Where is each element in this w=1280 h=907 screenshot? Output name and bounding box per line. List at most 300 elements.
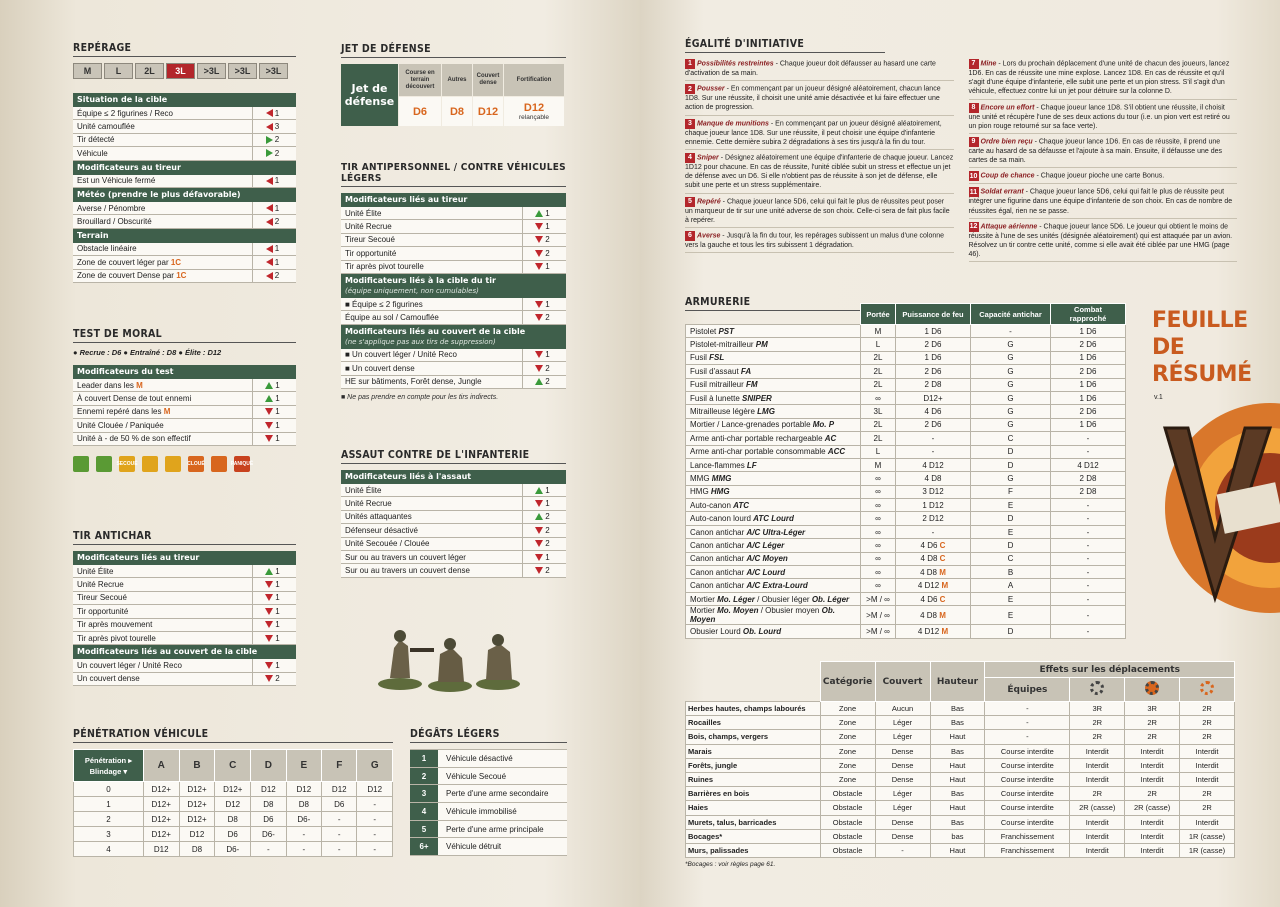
penetration-cell: D12+ — [143, 797, 179, 812]
weapon-antitank: D — [971, 512, 1051, 525]
malus-arrow-icon — [535, 554, 543, 561]
modifier-row — [341, 497, 566, 510]
group-subheader: (ne s'applique pas aux tirs de suppression) — [345, 337, 496, 346]
modifier-value — [522, 207, 562, 219]
range-marker: M — [939, 567, 946, 577]
weapon-range: M — [861, 458, 896, 471]
range-marker: 1C — [176, 271, 187, 281]
modifier-row — [73, 592, 296, 605]
weapon-melee: 1 D6 — [1051, 325, 1126, 338]
entry-number: 1 — [685, 59, 695, 69]
terrain-category: Obstacle — [820, 829, 875, 843]
modifier-row — [73, 673, 296, 686]
penetration-cell: D8 — [286, 797, 321, 812]
weapon-antitank: G — [971, 418, 1051, 431]
penetration-cell: - — [322, 842, 357, 857]
effect-wheeled: Interdit — [1070, 744, 1125, 758]
range-marker: M — [941, 626, 949, 636]
weapon-range: 3L — [861, 405, 896, 418]
bonus-arrow-icon — [535, 210, 543, 217]
degats-text: Véhicule détruit — [446, 842, 502, 852]
modifier-value — [252, 215, 292, 227]
malus-arrow-icon — [265, 621, 273, 628]
weapon-melee: - — [1051, 625, 1126, 638]
entry-number: 4 — [685, 153, 695, 163]
modifier-row — [73, 202, 296, 215]
degats-number: 1 — [410, 750, 438, 767]
modifier-number: 1 — [545, 262, 550, 272]
status-chip — [165, 456, 181, 472]
weapon-code: Ob. Léger — [811, 594, 850, 604]
weapon-name: Fusil à lunette SNIPER — [686, 391, 861, 404]
modifier-label: Unité Élite — [345, 485, 382, 495]
weapon-melee: 2 D6 — [1051, 405, 1126, 418]
modifier-label: ■ Un couvert dense — [345, 363, 415, 373]
effect-wheeled: 2R — [1070, 787, 1125, 801]
modifier-label: Équipe au sol / Camouflée — [345, 313, 439, 323]
weapon-antitank: G — [971, 338, 1051, 351]
weapon-code: PM — [755, 340, 768, 350]
penetration-cell: - — [286, 842, 321, 857]
weapon-name: Mortier / Lance-grenades portable Mo. P — [686, 418, 861, 431]
entry-title: Sniper — [697, 154, 719, 162]
modifier-value — [252, 107, 292, 119]
weapon-antitank: D — [971, 539, 1051, 552]
modifier-label: Tir opportunité — [345, 248, 397, 258]
status-chips — [73, 456, 296, 472]
weapon-range: ∞ — [861, 499, 896, 512]
malus-arrow-icon — [265, 594, 273, 601]
degats-row — [410, 838, 567, 856]
weapon-antitank: F — [971, 485, 1051, 498]
modifier-number: 1 — [274, 176, 280, 186]
weapon-melee: 1 D6 — [1051, 391, 1126, 404]
terrain-category: Zone — [820, 758, 875, 772]
effect-other: 2R — [1180, 730, 1235, 744]
modifier-value — [522, 220, 562, 232]
terrain-cover: Dense — [875, 772, 930, 786]
entry-title: Soldat errant — [980, 188, 1024, 196]
entry-title: Possibilités restreintes — [697, 60, 774, 68]
egalite-col-2 — [969, 59, 1238, 265]
weapon-range: ∞ — [861, 579, 896, 592]
degats-row — [410, 768, 567, 786]
terrain-category: Obstacle — [820, 843, 875, 857]
defense-column — [399, 64, 441, 126]
effect-other: 2R — [1180, 716, 1235, 730]
group-header: Modificateurs liés à la cible du tir (équipe uniquement, non cumulables) — [341, 274, 566, 298]
terrain-row — [686, 702, 1235, 716]
defense-col-header: Course en terrain découvert — [399, 64, 441, 96]
bonus-arrow-icon — [265, 568, 273, 575]
entry-text: - En commençant par un joueur désigné aléatoirement, chaque joueur lance 1D8. Sur une réussite, il peut choisir une équipe d'infanterie ennemie. Cette dernière subira 2 dégradations à ses tirs jusqu'à la fin du tour. — [685, 120, 942, 146]
antipersonnel-footnote: ■ Ne pas prendre en compte pour les tirs indirects. — [341, 393, 499, 401]
terrain-name: Haies — [686, 801, 821, 815]
penetration-cell: D6 — [322, 797, 357, 812]
degats-number: 6+ — [410, 838, 438, 855]
modifier-label: Zone de couvert léger par 1C — [77, 257, 182, 267]
entry-title: Repéré — [697, 198, 721, 206]
weapon-range: ∞ — [861, 485, 896, 498]
modifier-number: 2 — [545, 377, 550, 387]
effect-teams: - — [985, 702, 1070, 716]
weapon-melee: - — [1051, 566, 1126, 579]
initiative-entry — [685, 197, 954, 228]
status-chip: PANIQUÉ — [234, 456, 250, 472]
weapon-antitank: G — [971, 391, 1051, 404]
modifier-value — [522, 551, 562, 563]
group-header: Modificateurs liés au couvert de la cible — [73, 645, 296, 659]
weapon-melee: - — [1051, 525, 1126, 538]
effect-teams: Course interdite — [985, 758, 1070, 772]
modifier-value — [252, 243, 292, 255]
penetration-col-header: G — [357, 750, 393, 782]
effect-other: 2R — [1180, 702, 1235, 716]
weapon-name: Fusil mitrailleur FM — [686, 378, 861, 391]
terrain-category: Obstacle — [820, 787, 875, 801]
defense-column — [473, 64, 503, 126]
weapon-firepower: 2 D6 — [896, 365, 971, 378]
terrain-height: Bas — [930, 702, 985, 716]
malus-arrow-icon — [266, 258, 273, 266]
assaut-header: Modificateurs liés à l'assaut — [341, 470, 566, 484]
antichar-table — [73, 551, 296, 686]
malus-arrow-icon — [265, 675, 273, 682]
entry-number: 5 — [685, 197, 695, 207]
weapon-code: AC — [824, 433, 837, 443]
malus-arrow-icon — [535, 540, 543, 547]
weapon-code: LF — [746, 460, 757, 470]
degats-text: Véhicule immobilisé — [446, 806, 517, 816]
terrain-category: Zone — [820, 702, 875, 716]
weapon-row — [686, 625, 1126, 638]
modifier-row — [341, 311, 566, 324]
entry-number: 8 — [969, 103, 979, 113]
malus-arrow-icon — [265, 422, 273, 429]
terrain-name: Murs, palissades — [686, 843, 821, 857]
entry-number: 2 — [685, 84, 695, 94]
penetration-corner-bottom: Blindage ▾ — [89, 766, 128, 776]
modifier-value — [252, 134, 292, 146]
modifier-number: 1 — [274, 244, 280, 254]
weapon-row — [686, 552, 1126, 565]
modifier-number: 1 — [275, 566, 280, 576]
penetration-cell: - — [357, 797, 393, 812]
entry-number: 12 — [969, 223, 978, 231]
malus-arrow-icon — [265, 608, 273, 615]
modifier-label: Unité Élite — [77, 566, 114, 576]
egalite-section — [685, 38, 1237, 265]
weapon-row — [686, 512, 1126, 525]
weapon-name: Arme anti-char portable rechargeable AC — [686, 432, 861, 445]
terrain-name: Marais — [686, 744, 821, 758]
weapon-code: Ob. Lourd — [742, 626, 782, 636]
modifier-number: 2 — [545, 235, 550, 245]
terrain-cover: Léger — [875, 787, 930, 801]
terrain-height: Haut — [930, 772, 985, 786]
terrain-cover: Dense — [875, 829, 930, 843]
weapon-melee: - — [1051, 606, 1126, 625]
effect-teams: Course interdite — [985, 772, 1070, 786]
weapon-range: ∞ — [861, 391, 896, 404]
modifier-number: 2 — [545, 539, 550, 549]
modifier-value — [252, 605, 292, 617]
effect-teams: Course interdite — [985, 801, 1070, 815]
weapon-melee: - — [1051, 445, 1126, 458]
modifier-label: ■ Un couvert léger / Unité Reco — [345, 350, 457, 360]
malus-arrow-icon — [535, 351, 543, 358]
weapon-code: ATC — [733, 500, 749, 510]
status-chip: CLOUÉ — [188, 456, 204, 472]
effect-other: 1R (casse) — [1180, 843, 1235, 857]
modifier-row — [341, 362, 566, 375]
weapon-melee: 1 D6 — [1051, 418, 1126, 431]
group-header: Modificateurs liés au tireur — [73, 551, 296, 565]
penetration-cell: D12+ — [215, 782, 251, 797]
weapon-row — [686, 525, 1126, 538]
weapon-row — [686, 606, 1126, 625]
modifier-label: Brouillard / Obscurité — [77, 217, 152, 227]
modifier-label: Unité Clouée / Paniquée — [77, 420, 164, 430]
modifier-row — [341, 349, 566, 362]
terrain-col-header: Catégorie — [820, 662, 875, 702]
modifier-row — [341, 511, 566, 524]
degats-text: Véhicule Secoué — [446, 771, 507, 781]
effect-tracked: Interdit — [1125, 815, 1180, 829]
modifier-number: 1 — [275, 661, 280, 671]
penetration-cell: D12+ — [143, 782, 179, 797]
modifier-row — [341, 261, 566, 274]
modifier-number: 1 — [274, 203, 280, 213]
modifier-value — [252, 256, 292, 268]
weapon-row — [686, 445, 1126, 458]
weapon-row — [686, 391, 1126, 404]
malus-arrow-icon — [535, 365, 543, 372]
penetration-cell: D12 — [179, 827, 215, 842]
modifier-value — [252, 433, 292, 445]
malus-arrow-icon — [535, 314, 543, 321]
weapon-antitank: E — [971, 592, 1051, 605]
weapon-range: 2L — [861, 351, 896, 364]
terrain-col-header: Couvert — [875, 662, 930, 702]
weapon-code: FM — [746, 380, 758, 390]
armurerie-col-header: Capacité antichar — [971, 304, 1051, 325]
weapon-firepower: 2 D6 — [896, 338, 971, 351]
terrain-category: Zone — [820, 730, 875, 744]
armurerie-col-header: Combat rapproché — [1051, 304, 1126, 325]
weapon-antitank: G — [971, 365, 1051, 378]
degats-text: Perte d'une arme principale — [446, 824, 544, 834]
bonus-arrow-icon — [535, 487, 543, 494]
penetration-cell: D12+ — [143, 827, 179, 842]
weapon-row — [686, 539, 1126, 552]
moral-title: TEST DE MORAL — [73, 328, 296, 343]
degats-title: DÉGÂTS LÉGERS — [410, 728, 567, 743]
defense-dice: D12 — [477, 105, 499, 118]
effect-wheeled: 3R — [1070, 702, 1125, 716]
degats-row — [410, 785, 567, 803]
group-header: Situation de la cible — [73, 93, 296, 107]
modifier-label: Unité Recrue — [345, 222, 392, 232]
modifier-number: 1 — [545, 350, 550, 360]
modifier-value — [252, 120, 292, 132]
modifier-row — [341, 551, 566, 564]
degats-text: Véhicule désactivé — [446, 753, 513, 763]
terrain-row — [686, 801, 1235, 815]
modifier-value — [522, 538, 562, 550]
modifier-label: ■ Équipe ≤ 2 figurines — [345, 299, 423, 309]
weapon-firepower: 4 D6 C — [896, 592, 971, 605]
entry-text: - Lors du prochain déplacement d'une unité de chacun des joueurs, lancez 1D6. En cas de réussite une mine explose. Lancez 1D8. En cas de réussite et qu'il s'agit d'une équipe d'infanterie, elle subit une perte et un pion stress. S'il s'agit d'un véhicule, effectuez contre lui un jet pour détruire sur la colonne D. — [968, 60, 1230, 96]
penetration-section — [73, 728, 393, 857]
degats-row — [410, 821, 567, 839]
weapon-antitank: E — [971, 499, 1051, 512]
modifier-row — [73, 659, 296, 672]
modifier-label: Équipe ≤ 2 figurines / Reco — [77, 108, 173, 118]
armor-value: 1 — [74, 797, 144, 812]
weapon-row — [686, 351, 1126, 364]
weapon-name: Fusil d'assaut FA — [686, 365, 861, 378]
group-header: Modificateurs liés au couvert de la cible (ne s'applique pas aux tirs de suppression) — [341, 325, 566, 349]
modifier-row — [73, 134, 296, 147]
modifier-value — [252, 419, 292, 431]
modifier-number: 1 — [275, 420, 280, 430]
weapon-range: 2L — [861, 432, 896, 445]
armor-value: 4 — [74, 842, 144, 857]
malus-arrow-icon — [535, 500, 543, 507]
weapon-firepower: - — [896, 525, 971, 538]
modifier-value — [252, 632, 292, 644]
initiative-entry — [969, 59, 1238, 100]
modifier-row — [73, 392, 296, 405]
weapon-firepower: D12+ — [896, 391, 971, 404]
modifier-label: Un couvert dense — [77, 674, 140, 684]
defense-column — [504, 64, 564, 126]
weapon-antitank: B — [971, 566, 1051, 579]
penetration-cell: - — [357, 812, 393, 827]
weapon-code: ACC — [827, 447, 846, 457]
modifier-number: 2 — [545, 566, 550, 576]
initiative-entry — [969, 137, 1238, 168]
weapon-antitank: C — [971, 432, 1051, 445]
degats-number: 4 — [410, 803, 438, 820]
weapon-melee: - — [1051, 592, 1126, 605]
modifier-label: Véhicule — [77, 148, 108, 158]
modifier-value — [252, 175, 292, 187]
penetration-cell: - — [322, 827, 357, 842]
moral-section — [73, 328, 296, 472]
weapon-name: Canon antichar A/C Moyen — [686, 552, 861, 565]
penetration-row — [74, 782, 393, 797]
penetration-row — [74, 827, 393, 842]
terrain-cover: - — [875, 843, 930, 857]
entry-text: - Chaque joueur lance 1D6. En cas de réussite, il prend une carte au hasard de sa défausse et l'ajoute à sa main. Ensuite, il défausse une des cartes de sa main. — [968, 138, 1222, 165]
terrain-row — [686, 815, 1235, 829]
terrain-name: Herbes hautes, champs labourés — [686, 702, 821, 716]
entry-title: Manque de munitions — [697, 120, 769, 127]
defense-dice: D12 — [523, 102, 545, 114]
modifier-label: Unité Secouée / Clouée — [345, 539, 430, 549]
weapon-code: FA — [740, 366, 752, 376]
bonus-arrow-icon — [535, 513, 543, 520]
degats-row — [410, 750, 567, 768]
terrain-corner — [686, 662, 821, 702]
modifier-label: Obstacle linéaire — [77, 244, 137, 254]
wheeled-icon — [1090, 681, 1104, 695]
defense-col-value — [399, 97, 441, 126]
modifier-row — [341, 484, 566, 497]
effect-teams: Course interdite — [985, 815, 1070, 829]
effect-tracked: Interdit — [1125, 744, 1180, 758]
modifier-row — [73, 147, 296, 160]
penetration-cell: D8 — [251, 797, 286, 812]
modifier-number: 1 — [275, 593, 280, 603]
malus-arrow-icon — [535, 250, 543, 257]
weapon-code: FSL — [709, 353, 725, 363]
terrain-name: Bois, champs, vergers — [686, 730, 821, 744]
penetration-col-header: E — [286, 750, 321, 782]
penetration-cell: D6- — [286, 812, 321, 827]
modifier-label: Unité Recrue — [345, 499, 392, 509]
weapon-name: Canon antichar A/C Léger — [686, 539, 861, 552]
penetration-cell: - — [251, 842, 286, 857]
malus-arrow-icon — [266, 204, 273, 212]
terrain-row — [686, 829, 1235, 843]
modifier-row — [73, 433, 296, 446]
modifier-number: 2 — [275, 674, 280, 684]
weapon-firepower: 2 D12 — [896, 512, 971, 525]
weapon-code: Mo. Léger — [717, 594, 755, 604]
modifier-number: 1 — [545, 208, 550, 218]
effect-tracked: Interdit — [1125, 758, 1180, 772]
effects-col-teams: Équipes — [985, 678, 1070, 702]
effect-other: Interdit — [1180, 815, 1235, 829]
weapon-row — [686, 579, 1126, 592]
modifier-number: 1 — [275, 394, 280, 404]
weapon-name: Pistolet-mitrailleur PM — [686, 338, 861, 351]
range-marker: M — [163, 407, 171, 417]
weapon-code: ATC Lourd — [753, 514, 794, 524]
weapon-name: HMG HMG — [686, 485, 861, 498]
defense-dice: D8 — [449, 105, 465, 118]
effect-other: Interdit — [1180, 758, 1235, 772]
terrain-footnote: *Bocages : voir règles page 61. — [685, 861, 776, 869]
effect-other: 1R (casse) — [1180, 829, 1235, 843]
modifier-number: 1 — [275, 633, 280, 643]
weapon-name: MMG MMG — [686, 472, 861, 485]
degats-table — [410, 749, 567, 856]
modifier-number: 1 — [545, 299, 550, 309]
right-page — [640, 0, 1280, 907]
weapon-name: Lance-flammes LF — [686, 458, 861, 471]
weapon-code: Ob. Moyen — [690, 606, 835, 625]
degats-number: 2 — [410, 768, 438, 785]
penetration-cell: D6- — [251, 827, 286, 842]
defense-col-header: Fortification — [504, 64, 564, 96]
entry-text: - Désignez aléatoirement une équipe d'infanterie de chaque joueur. Lancez 1D12 pour chacune. En cas de réussite, l'unité ciblée subit un stress et effectue un jet de défense avec un D6. Si elle n'obtient pas de réussite à son jet de défense, elle subit une perte et un stress supplémentaire. — [685, 154, 954, 190]
terrain-row — [686, 772, 1235, 786]
defense-col-value — [473, 97, 503, 126]
armurerie-table — [685, 303, 1126, 639]
modifier-row — [341, 298, 566, 311]
malus-arrow-icon — [266, 218, 273, 226]
weapon-antitank: C — [971, 552, 1051, 565]
modifier-value — [252, 270, 292, 282]
penetration-table — [73, 749, 393, 857]
penetration-cell: D12+ — [179, 812, 215, 827]
modifier-label: HE sur bâtiments, Forêt dense, Jungle — [345, 377, 482, 387]
weapon-melee: - — [1051, 552, 1126, 565]
